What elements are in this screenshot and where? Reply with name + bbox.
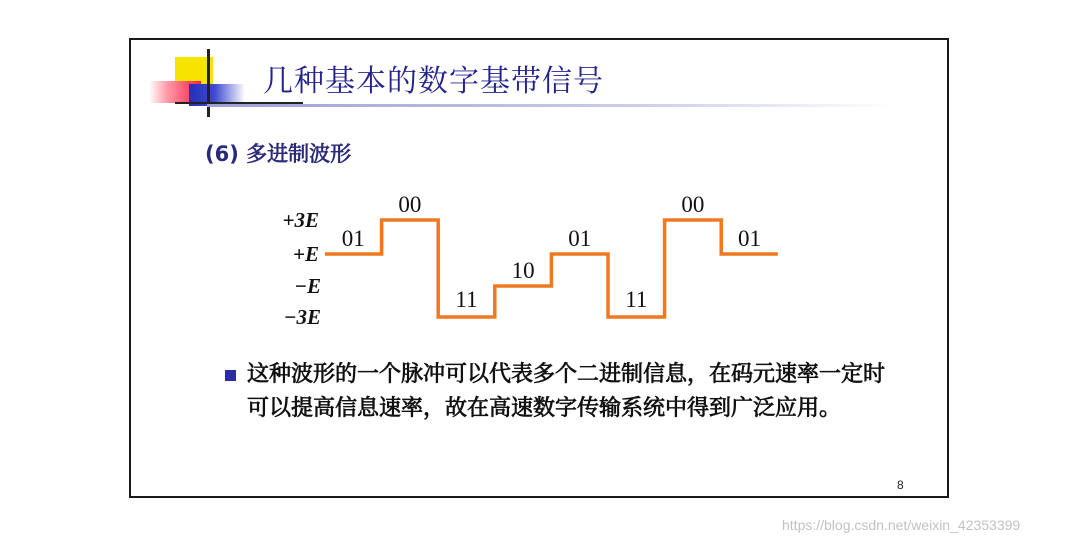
symbol-code-label: 01 bbox=[341, 226, 365, 251]
symbol-code-label: 01 bbox=[738, 226, 761, 251]
watermark: https://blog.csdn.net/weixin_42353399 bbox=[782, 517, 1021, 533]
slide bbox=[129, 38, 949, 498]
slide-title: 几种基本的数字基带信号 bbox=[263, 64, 604, 99]
level-label: +E bbox=[293, 242, 319, 266]
symbol-code-label: 00 bbox=[681, 192, 705, 217]
multilevel-waveform-diagram bbox=[271, 188, 791, 338]
waveform-line bbox=[325, 220, 778, 317]
symbol-code-label: 01 bbox=[568, 226, 592, 251]
symbol-code-label: 11 bbox=[455, 287, 478, 312]
symbol-code-label: 11 bbox=[625, 287, 648, 312]
symbol-code-label: 10 bbox=[511, 258, 535, 283]
page-number: 8 bbox=[897, 478, 904, 492]
level-label: −3E bbox=[283, 305, 321, 329]
bullet-text: 这种波形的一个脉冲可以代表多个二进制信息，在码元速率一定时可以提高信息速率，故在高速数字传输系统中得到广泛应用。 bbox=[247, 362, 886, 421]
level-label: +3E bbox=[282, 208, 319, 232]
section-subtitle: (6) 多进制波形 bbox=[205, 142, 352, 166]
bullet-square-icon bbox=[225, 370, 236, 381]
symbol-code-label: 00 bbox=[398, 192, 422, 217]
title-underline bbox=[207, 104, 897, 107]
level-label: −E bbox=[294, 274, 321, 298]
